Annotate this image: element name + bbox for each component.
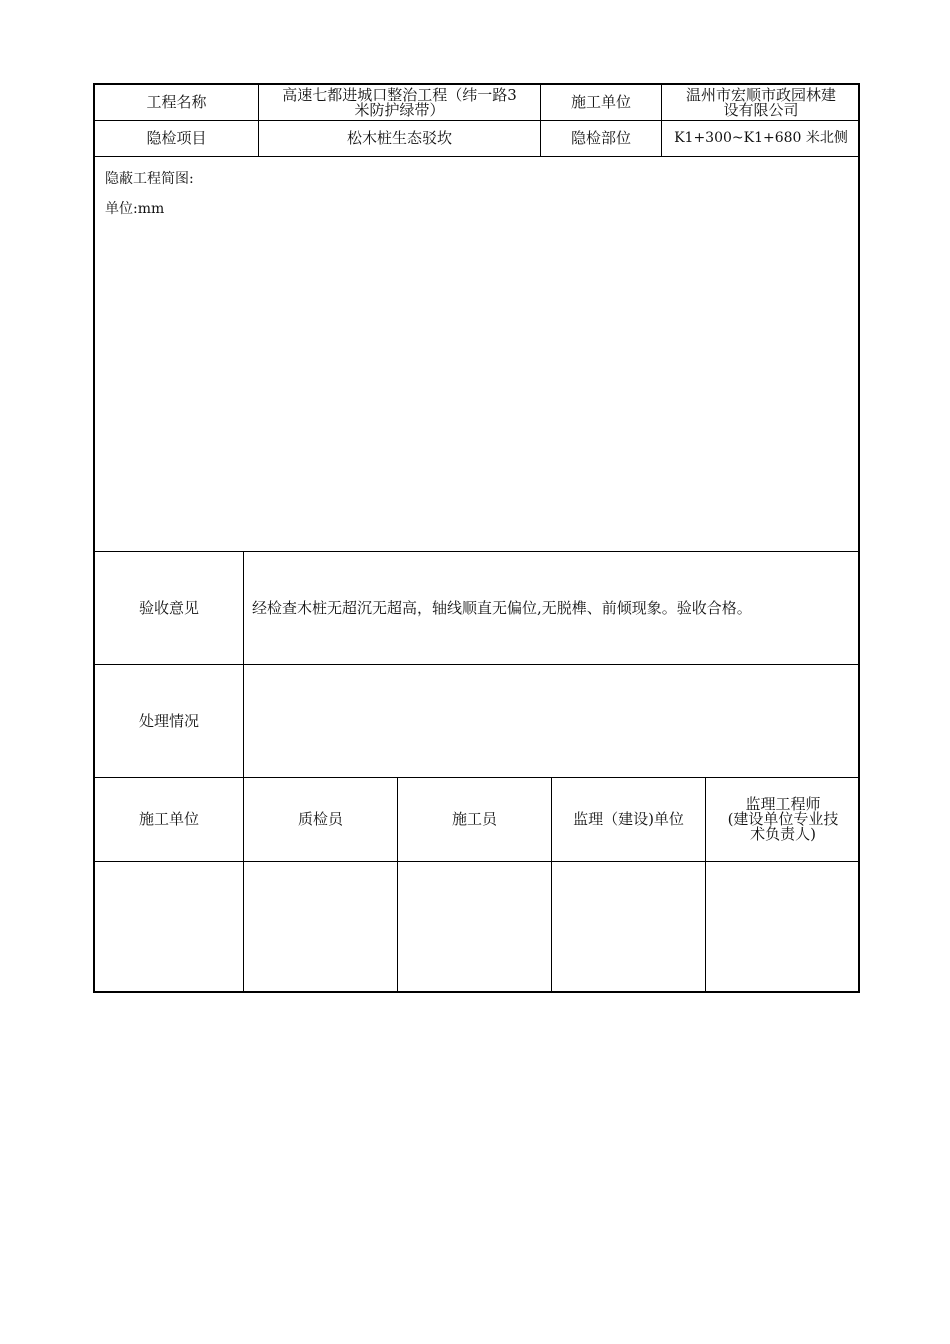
- project-name-label: 工程名称: [146, 93, 207, 111]
- drawing-unit: 单位:mm: [105, 201, 165, 217]
- signature-cell-quality-inspector: [244, 862, 397, 993]
- sign-quality-inspector-header: 质检员: [297, 810, 343, 828]
- signature-cell-constructor: [398, 862, 551, 993]
- signature-cell-supervision-unit: [552, 862, 705, 993]
- drawing-title: 隐蔽工程简图:: [105, 171, 194, 187]
- sign-supervision-unit-header: 监理（建设)单位: [573, 810, 684, 828]
- drawing-area-title: [105, 157, 194, 217]
- handling-text: [244, 665, 860, 777]
- acceptance-label: 验收意见: [138, 598, 199, 617]
- acceptance-text: 经检查木桩无超沉无超高，轴线顺直无偏位,无脱榫、前倾现象。验收合格。: [252, 598, 752, 617]
- sign-contractor-header: 施工单位: [138, 810, 199, 828]
- inspection-location-label: 隐检部位: [570, 129, 631, 147]
- inspection-item-label: 隐检项目: [146, 129, 207, 147]
- handling-label: 处理情况: [138, 711, 199, 730]
- project-name-value: 高速七都进城口整治工程（纬一路3 米防护绿带）: [282, 85, 517, 119]
- inspection-location-value: K1+300~K1+680 米北侧: [674, 130, 848, 146]
- signature-cell-contractor: [95, 862, 243, 993]
- inspection-item-value: 松木桩生态驳坎: [346, 129, 452, 147]
- sign-constructor-header: 施工员: [451, 810, 497, 828]
- signature-cell-supervision-engineer: [706, 862, 860, 993]
- inspection-record-table: [93, 83, 860, 993]
- contractor-label: 施工单位: [570, 93, 631, 111]
- sign-supervision-engineer-header: 监理工程师 (建设单位专业技 术负责人): [727, 795, 839, 843]
- contractor-value: 温州市宏顺市政园林建 设有限公司: [685, 85, 836, 119]
- row-divider-2: [95, 156, 860, 157]
